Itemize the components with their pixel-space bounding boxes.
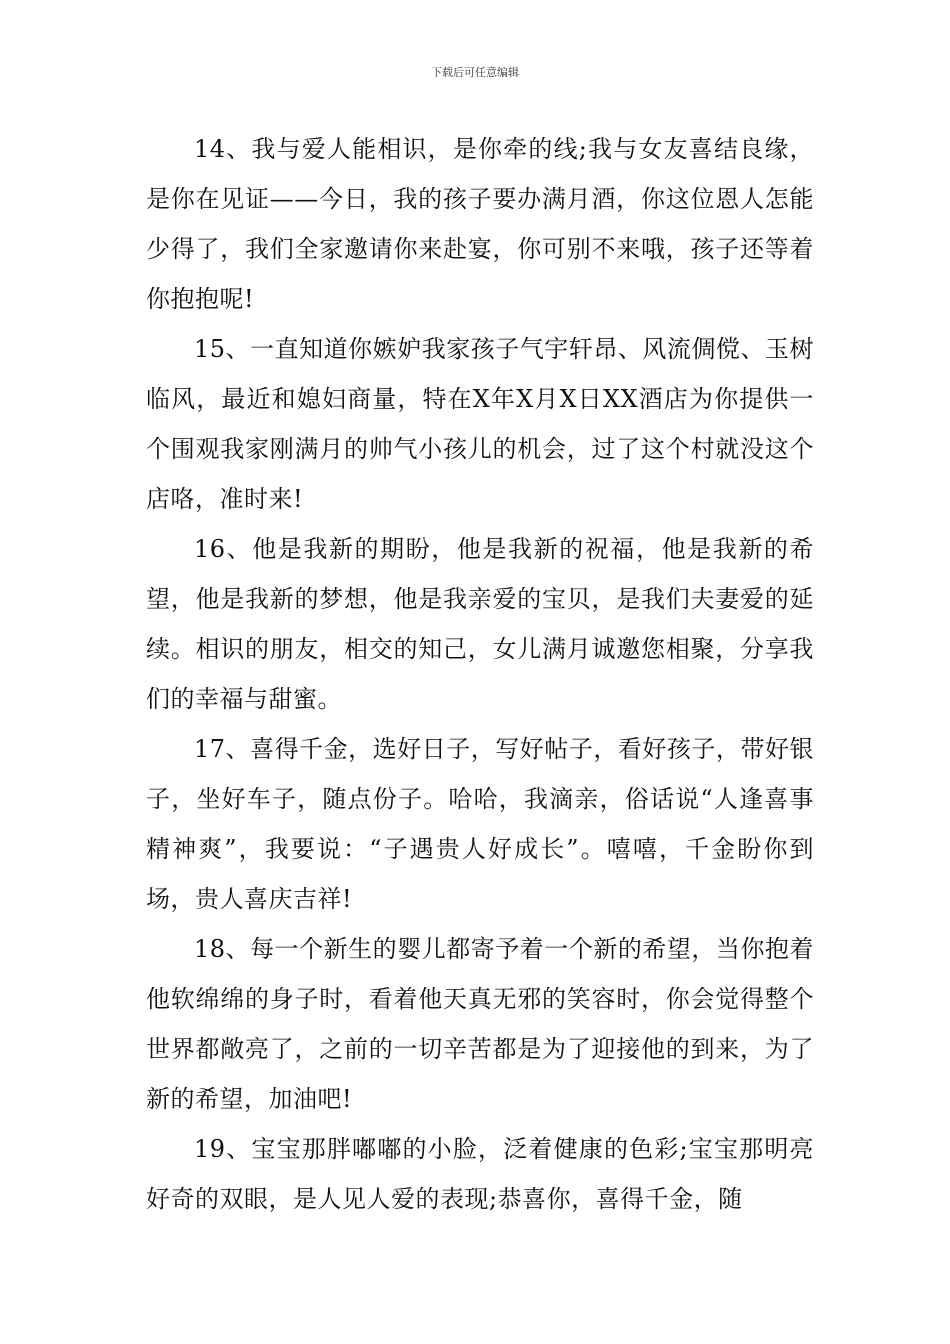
- page-header: 下载后可任意编辑: [431, 66, 519, 79]
- paragraph-17: 17、喜得千金，选好日子，写好帖子，看好孩子，带好银子，坐好车子，随点份子。哈哈，我滴亲，俗话说“人逢喜事精神爽”，我要说：“子遇贵人好成长”。嘻嘻，千金盼你到场，贵人喜庆吉祥!: [146, 735, 814, 913]
- paragraph-14: 14、我与爱人能相识，是你牵的线;我与女友喜结良缘，是你在见证——今日，我的孩子要办满月酒，你这位恩人怎能少得了，我们全家邀请你来赴宴，你可别不来哦，孩子还等着你抱抱呢!: [146, 135, 814, 313]
- paragraph-19: 19、宝宝那胖嘟嘟的小脸，泛着健康的色彩;宝宝那明亮好奇的双眼，是人见人爱的表现;恭喜你，喜得千金，随: [146, 1135, 814, 1213]
- paragraph-16: 16、他是我新的期盼，他是我新的祝福，他是我新的希望，他是我新的梦想，他是我亲爱的宝贝，是我们夫妻爱的延续。相识的朋友，相交的知己，女儿满月诚邀您相聚，分享我们的幸福与甜蜜。: [146, 535, 814, 713]
- paragraph-18: 18、每一个新生的婴儿都寄予着一个新的希望，当你抱着他软绵绵的身子时，看着他天真无邪的笑容时，你会觉得整个世界都敞亮了，之前的一切辛苦都是为了迎接他的到来，为了新的希望，加油吧!: [146, 935, 814, 1113]
- document-body: [146, 124, 814, 1224]
- paragraph-15: 15、一直知道你嫉妒我家孩子气宇轩昂、风流倜傥、玉树临风，最近和媳妇商量，特在X年X月X日XX酒店为你提供一个围观我家刚满月的帅气小孩儿的机会，过了这个村就没这个店咯，准时来!: [146, 335, 814, 513]
